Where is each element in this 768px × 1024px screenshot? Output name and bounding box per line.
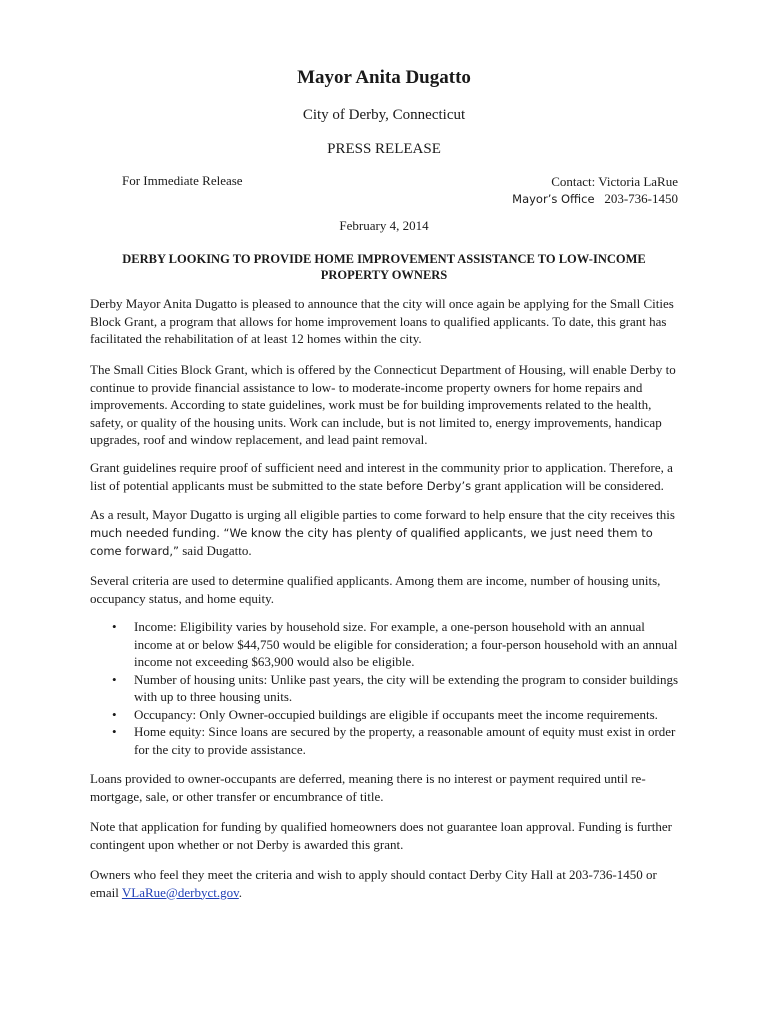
paragraph-text [90,866,680,901]
paragraph-text: Note that application for funding by qualified homeowners does not guarantee loan approval. Funding is further contingent upon whether or not Derby is awarded this grant. [90,819,672,852]
paragraph-loans [90,770,680,805]
paragraph-grant-details [90,361,680,449]
paragraph-text: Derby Mayor Anita Dugatto is pleased to announce that the city will once again be applying for the Small Cities Block Grant, a program that allows for home improvement loans to qualified applicants. To date, this grant has facilitated the rehabilitation of at least 12 homes within the city. [90,296,674,346]
paragraph-text [90,506,680,561]
list-item [110,618,680,671]
bullet-icon: • [112,619,117,634]
email-link[interactable]: VLaRue@derbyct.gov [121,884,239,900]
list-item-text: Home equity: Since loans are secured by the property, a reasonable amount of equity must exist in order for the city to provide assistance. [134,724,676,757]
list-item-text: Income: Eligibility varies by household size. For example, a one-person household with an annual income at or below $44,750 would be eligible for consideration; a four-person household with an annual income not exceeding $63,900 would also be eligible. [134,619,678,669]
office-label: Mayor’s Office [512,192,595,206]
paragraph-intro [90,295,680,348]
list-item-text: Occupancy: Only Owner-occupied buildings are eligible if occupants meet the income requirements. [134,706,658,722]
release-status: For Immediate Release [122,173,243,188]
paragraph-disclaimer [90,818,680,853]
city-subtitle: City of Derby, Connecticut [302,107,466,123]
list-item [110,723,680,758]
text-segment: . [238,884,243,900]
paragraph-guidelines [90,459,680,495]
office-phone: 203-736-1450 [604,191,678,206]
paragraph-text: Loans provided to owner-occupants are deferred, meaning there is no interest or payment required until re-mortgage, sale, or other transfer or encumbrance of title. [90,771,646,804]
text-segment: As a result, Mayor Dugatto is urging all eligible parties to come forward to help ensure that the city receives this [90,507,675,522]
document-type-label: PRESS RELEASE [327,141,441,157]
contact-block [512,173,678,208]
list-item-text: Number of housing units: Unlike past years, the city will be extending the program to consider buildings with up to three housing units. [134,671,679,704]
text-segment: much needed funding. “We know the city has plenty of qualified applicants, we just need them to come forward,” [90,525,653,558]
bullet-icon: • [112,706,117,722]
paragraph-text: Several criteria are used to determine qualified applicants. Among them are income, number of housing units, occupancy status, and home equity. [90,573,661,606]
paragraph-criteria [90,572,680,607]
contact-name: Contact: Victoria LaRue [551,174,678,189]
criteria-list [110,618,680,758]
text-segment: before Derby’s [386,478,472,493]
paragraph-text [90,459,680,495]
list-item [110,671,680,706]
text-segment: Grant guidelines require proof of sufficient need and interest in the community prior to application. Therefore, a list of potential applicants must be submitted to the state [90,460,673,493]
headline: DERBY LOOKING TO PROVIDE HOME IMPROVEMENT ASSISTANCE TO LOW-INCOME PROPERTY OWNERS [122,252,646,282]
release-date: February 4, 2014 [339,218,429,233]
text-segment: grant application will be considered. [471,477,664,493]
contact-office [512,190,678,208]
page-title: Mayor Anita Dugatto [297,67,471,88]
paragraph-contact [90,866,680,901]
bullet-icon: • [112,724,117,739]
bullet-icon: • [112,671,117,687]
text-segment: Owners who feel they meet the criteria and wish to apply should contact Derby City Hall at 203-736-1450 or email [90,867,657,900]
text-segment: said Dugatto. [179,543,252,558]
paragraph-text: The Small Cities Block Grant, which is offered by the Connecticut Department of Housing, will enable Derby to continue to provide financial assistance to low- to moderate-income property owners for home repairs and improvements. According to state guidelines, work must be for building improvements related to the health, safety, or quality of the housing units. Work can include, but is not limited to, energy improvements, handicap upgrades, roof and window replacement, and lead paint removal. [90,362,676,447]
list-item [110,706,680,724]
paragraph-quote [90,506,680,561]
